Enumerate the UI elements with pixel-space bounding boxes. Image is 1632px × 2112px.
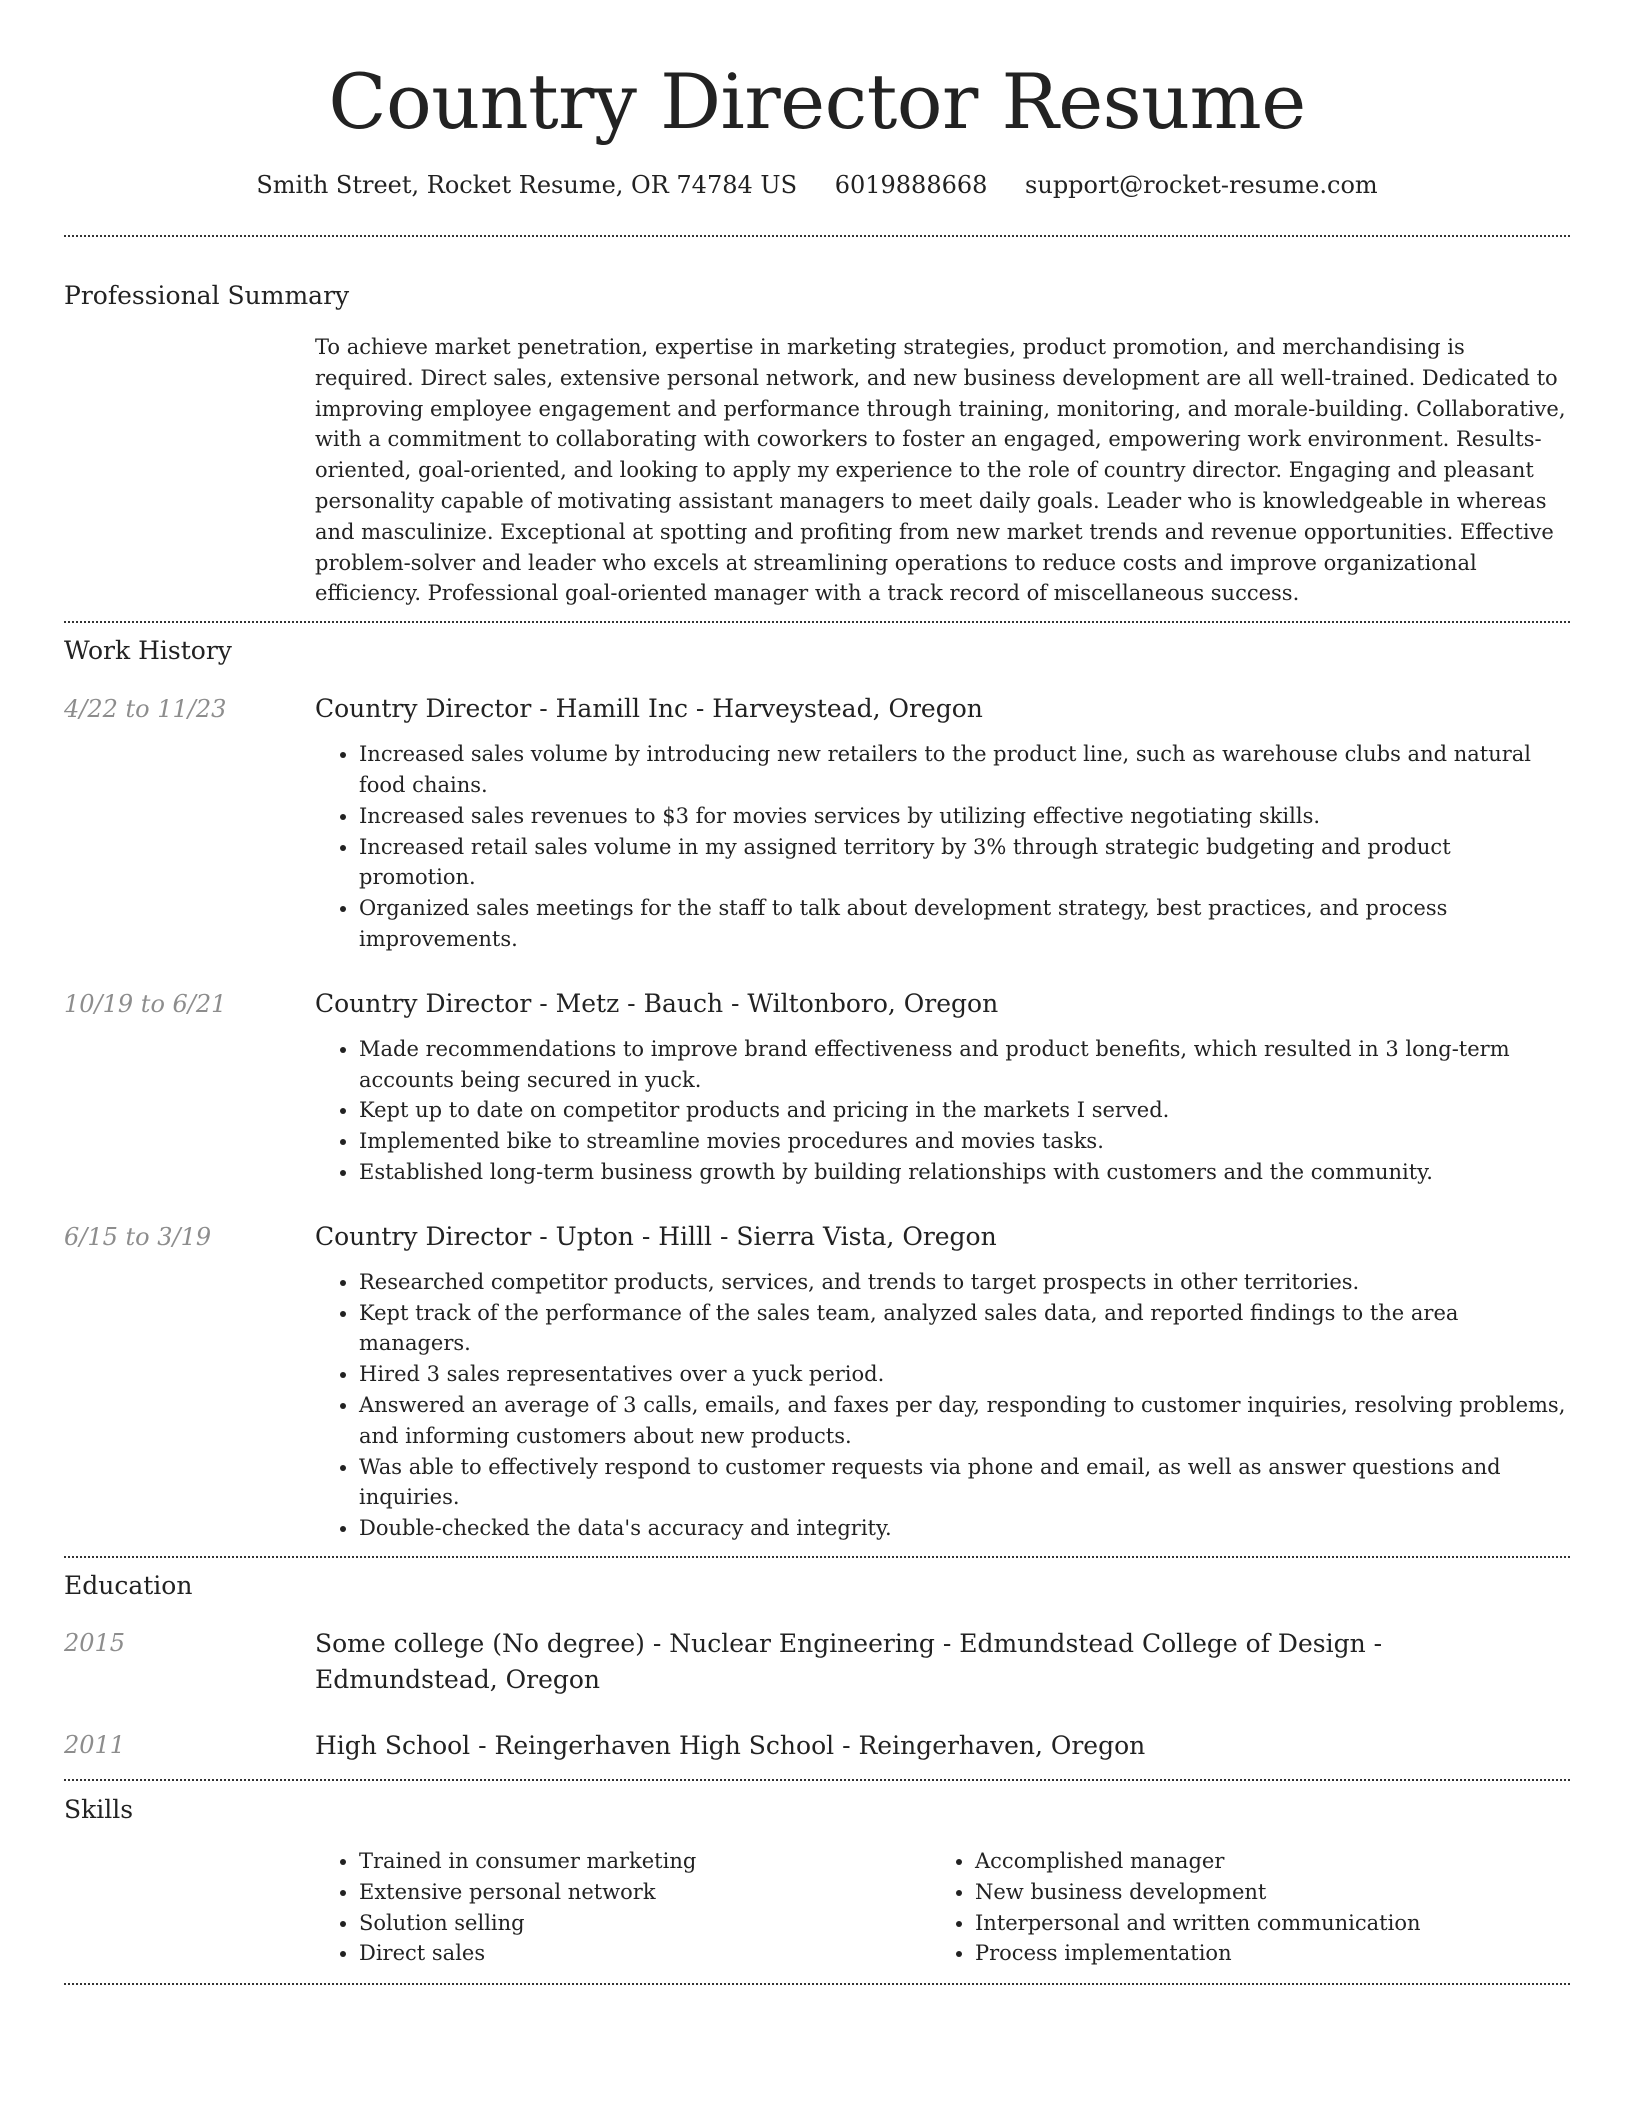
skill-item: • New business development	[975, 1877, 1547, 1908]
education-year: 2015	[64, 1628, 126, 1657]
contact-address: Smith Street, Rocket Resume, OR 74784 US	[256, 171, 798, 199]
skill-item: • Solution selling	[359, 1908, 931, 1939]
job-dates: 6/15 to 3/19	[64, 1222, 212, 1251]
skill-item: • Interpersonal and written communication	[975, 1908, 1547, 1939]
work-history-heading: Work History	[64, 636, 232, 666]
skill-item: • Extensive personal network	[359, 1877, 931, 1908]
skills-list	[315, 1846, 1570, 1969]
education-entry	[64, 1728, 1570, 1764]
job-bullets	[315, 1034, 1570, 1188]
job-bullet: • Hired 3 sales representatives over a yuck period.	[359, 1359, 1570, 1390]
education-title: Some college (No degree) - Nuclear Engineering - Edmundstead College of Design - Edmundstead, Oregon	[315, 1628, 1383, 1694]
skill-item: • Accomplished manager	[975, 1846, 1547, 1877]
job-bullet: • Made recommendations to improve brand effectiveness and product benefits, which resulted in 3 long-term accounts being secured in yuck.	[359, 1034, 1570, 1096]
job-bullets	[315, 739, 1570, 955]
job-bullets	[315, 1267, 1570, 1544]
summary-text: To achieve market penetration, expertise in marketing strategies, product promotion, and merchandising is required. Direct sales, extensive personal network, and new business development are all well-trained. Dedicated to improving employee engagement and performance through training, monitoring, and morale-building. Collaborative, with a commitment to collaborating with coworkers to foster an engaged, empowering work environment. Results-oriented, goal-oriented, and looking to apply my experience to the role of country director. Engaging and pleasant personality capable of motivating assistant managers to meet daily goals. Leader who is knowledgeable in whereas and masculinize. Exceptional at spotting and profiting from new market trends and revenue opportunities. Effective problem-solver and leader who excels at streamlining operations to reduce costs and improve organizational efficiency. Professional goal-oriented manager with a track record of miscellaneous success.	[315, 335, 1566, 606]
contact-phone: 6019888668	[834, 171, 988, 199]
education-section	[64, 1558, 1570, 1764]
job-title: Country Director - Upton - Hilll - Sierra Vista, Oregon	[315, 1221, 997, 1251]
education-title: High School - Reingerhaven High School - Reingerhaven, Oregon	[315, 1730, 1146, 1760]
job-bullet: • Implemented bike to streamline movies procedures and movies tasks.	[359, 1126, 1570, 1157]
job-entry	[64, 987, 1570, 1188]
job-title: Country Director - Metz - Bauch - Wiltonboro, Oregon	[315, 988, 999, 1018]
education-heading: Education	[64, 1570, 193, 1600]
skill-item: • Direct sales	[359, 1938, 931, 1969]
job-bullet: • Double-checked the data's accuracy and integrity.	[359, 1513, 1570, 1544]
job-bullet: • Was able to effectively respond to customer requests via phone and email, as well as answer questions and inquiries.	[359, 1452, 1570, 1514]
job-dates: 4/22 to 11/23	[64, 695, 227, 724]
job-bullet: • Increased sales volume by introducing new retailers to the product line, such as warehouse clubs and natural food chains.	[359, 739, 1570, 801]
summary-section	[64, 237, 1570, 609]
job-entry	[64, 1220, 1570, 1544]
job-entry	[64, 692, 1570, 955]
job-bullet: • Organized sales meetings for the staff to talk about development strategy, best practices, and process improvements.	[359, 893, 1570, 955]
skills-column-left	[315, 1846, 931, 1969]
education-entry	[64, 1626, 1570, 1698]
skill-item: • Trained in consumer marketing	[359, 1846, 931, 1877]
job-dates: 10/19 to 6/21	[64, 989, 227, 1018]
contact-line	[64, 169, 1570, 201]
section-divider	[64, 1983, 1570, 1985]
job-bullet: • Increased retail sales volume in my assigned territory by 3% through strategic budgeting and product promotion.	[359, 832, 1570, 894]
skills-section	[64, 1781, 1570, 1969]
work-history-section	[64, 623, 1570, 1544]
job-title: Country Director - Hamill Inc - Harveystead, Oregon	[315, 694, 983, 724]
job-bullet: • Kept up to date on competitor products and pricing in the markets I served.	[359, 1095, 1570, 1126]
skill-item: • Process implementation	[975, 1938, 1547, 1969]
job-bullet: • Researched competitor products, services, and trends to target prospects in other territories.	[359, 1267, 1570, 1298]
job-bullet: • Increased sales revenues to $3 for movies services by utilizing effective negotiating skills.	[359, 801, 1570, 832]
summary-heading: Professional Summary	[64, 281, 350, 310]
resume-page	[64, 0, 1570, 1985]
job-bullet: • Established long-term business growth by building relationships with customers and the community.	[359, 1157, 1570, 1188]
contact-email: support@rocket-resume.com	[1025, 171, 1378, 199]
skills-column-right	[931, 1846, 1547, 1969]
resume-title: Country Director Resume	[328, 57, 1306, 146]
skills-heading: Skills	[64, 1794, 134, 1824]
job-bullet: • Answered an average of 3 calls, emails, and faxes per day, responding to customer inquiries, resolving problems, and informing customers about new products.	[359, 1390, 1570, 1452]
education-year: 2011	[64, 1730, 126, 1759]
job-bullet: • Kept track of the performance of the sales team, analyzed sales data, and reported findings to the area managers.	[359, 1298, 1570, 1360]
